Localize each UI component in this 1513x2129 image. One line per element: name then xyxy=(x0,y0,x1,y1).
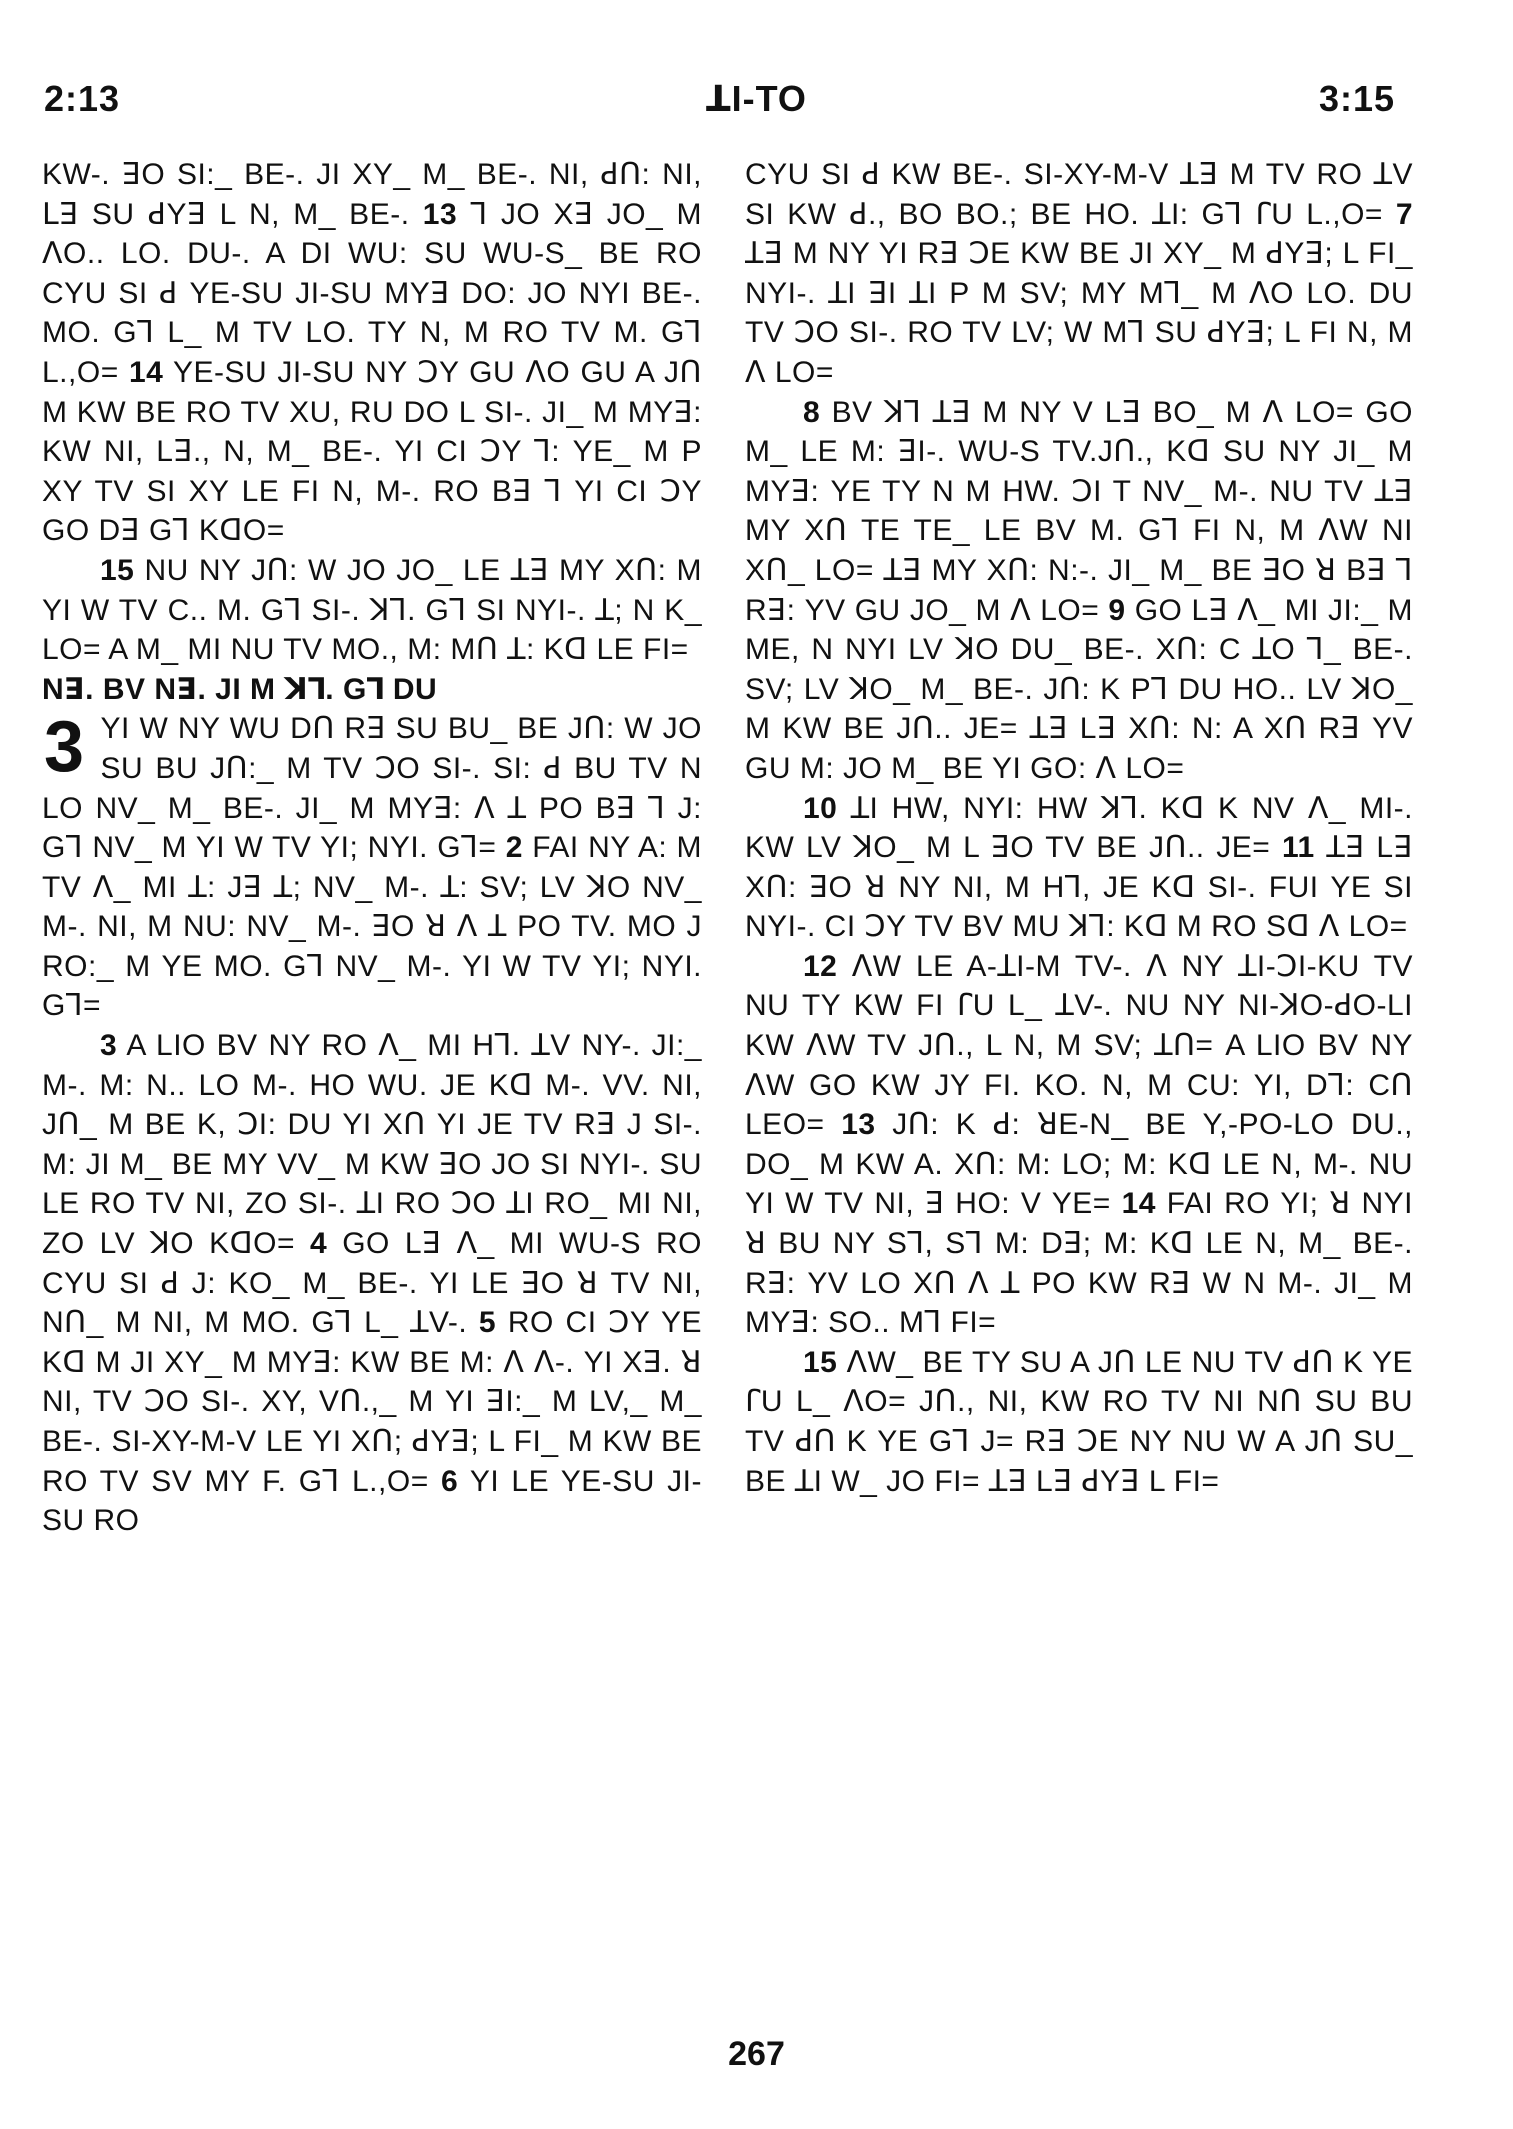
verse-number: 15 xyxy=(100,553,135,587)
verse-number: 15 xyxy=(803,1345,838,1379)
page-number: 267 xyxy=(728,2035,785,2073)
paragraph-text: YE-SU JI-SU NY ꓛY GU ꓥO GU A JՈ M KW BE RO TV XU, RU DO L SI-. JI_ M MYꓱ: KW NI, Lꓱ., N, M_ BE-. YI CI ꓛY ꓶ: YE_ M P XY TV SI XY LE FI N, M-. RO Bꓱ ꓶ YI CI ꓛY GO Dꓱ Gꓶ KꓷO= xyxy=(42,355,702,548)
paragraph-text: GO Lꓱ ꓥ_ MI WU-S RO CYU SI ꓒ J: KO_ M_ BE-. YI LE ꓱO ꓤ TV NI, NՈ_ M NI, M MO. Gꓶ L_ ꓕV-. xyxy=(42,1227,702,1340)
paragraph-text: ꓕꓱ Lꓱ XՈ: ꓱO ꓤ NY NI, M Hꓶ, JE Kꓷ SI-. FUI YE SI NYI-. CI ꓛY TV BV MU ꓘꓶ: Kꓷ M RO Sꓷ ꓥ LO= xyxy=(745,831,1413,944)
paragraph-text: ꓥW_ BE TY SU A JՈ LE NU TV ꓒՈ K YE ꓩU L_ ꓥO= JՈ., NI, KW RO TV NI NՈ SU BU TV ꓒՈ K YE Gꓶ J= Rꓱ ꓛE NY NU W A JՈ SU_ BE ꓕI W_ JO FI= ꓕꓱ Lꓱ ꓒYꓱ L FI= xyxy=(745,1345,1413,1498)
verse-number: 13 xyxy=(841,1108,876,1142)
paragraph xyxy=(42,155,702,551)
paragraph-text: ꓥW LE A-ꓕI-M TV-. ꓥ NY ꓕI-ꓛI-KU TV NU TY KW FI ꓩU L_ ꓕV-. NU NY NI-ꓘO-ꓒO-LI KW ꓥW TV JՈ., L N, M SV; ꓕՈ= A LIO BV NY ꓥW GO KW JY FI. KO. N, M CU: YI, Dꓶ: CՈ LEO= xyxy=(745,949,1413,1142)
paragraph xyxy=(42,1026,702,1541)
paragraph-text: RO CI ꓛY YE Kꓷ M JI XY_ M MYꓱ: KW BE M: ꓥ ꓥ-. YI Xꓱ. ꓤ NI, TV ꓛO SI-. XY, VՈ.,_ M YI ꓱI:_ M LV,_ M_ BE-. SI-XY-M-V LE YI XՈ; ꓒYꓱ; L FI_ M KW BE RO TV SV MY F. Gꓶ L.,O= xyxy=(42,1306,702,1498)
paragraph xyxy=(42,551,702,670)
verse-number: 9 xyxy=(1108,593,1126,627)
right-text-column xyxy=(745,155,1413,1700)
paragraph-text: ꓕꓱ M NY YI Rꓱ ꓛE KW BE JI XY_ M ꓒYꓱ; L FI_ NYI-. ꓕI ꓱI ꓕI P M SV; MY Mꓶ_ M ꓥO LO. DU TV ꓛO SI-. RO TV LV; W Mꓶ SU ꓒYꓱ; L FI N, M ꓥ LO= xyxy=(745,237,1413,389)
chapter-number: 3 xyxy=(44,707,85,788)
verse-number: 8 xyxy=(803,395,821,429)
paragraph-text: GO Lꓱ ꓥ_ MI JI:_ M ME, N NYI LV ꓘO DU_ BE-. XՈ: C ꓕO ꓶ_ BE-. SV; LV ꓘO_ M_ BE-. JՈ: K Pꓶ DU HO.. LV ꓘO_ M KW BE JՈ.. JE= ꓕꓱ Lꓱ XՈ: N: A XՈ Rꓱ YV GU M: JO M_ BE YI GO: ꓥ LO= xyxy=(745,593,1413,785)
paragraph xyxy=(745,947,1413,1343)
verse-number: 6 xyxy=(440,1464,459,1498)
verse-number: 5 xyxy=(478,1306,497,1340)
paragraph-text: KW-. ꓱO SI:_ BE-. JI XY_ M_ BE-. NI, ꓒՈ: NI, ꓡꓱ SU ꓒYꓱ L N, M_ BE-. xyxy=(42,158,702,231)
verse-number: 4 xyxy=(310,1227,328,1261)
paragraph-text: ꓶ JO Xꓱ JO_ M ꓥO.. LO. DU-. A DI WU: SU WU-S_ BE RO CYU SI ꓒ YE-SU JI-SU MYꓱ DO: JO NYI BE-. MO. Gꓶ L_ M TV LO. TY N, M RO TV M. Gꓶ L.,O= xyxy=(42,197,702,389)
paragraph-text: CYU SI ꓒ KW BE-. SI-XY-M-V ꓕꓱ M TV RO ꓕV SI KW ꓒ., BO BO.; BE HO. ꓕI: Gꓶ ꓩU L.,O= xyxy=(745,158,1413,231)
verse-number: 2 xyxy=(505,831,523,865)
paragraph-text: FAI NY A: M TV ꓥ_ MI ꓕ: Jꓱ ꓕ; NV_ M-. ꓕ: SV; LV ꓘO NV_ M-. NI, M NU: NV_ M-. ꓱO ꓤ ꓥ ꓕ PO TV. MO J RO:_ M YE MO. Gꓶ NV_ M-. YI W TV YI; NYI. Gꓶ= xyxy=(42,831,702,1023)
verse-number: 3 xyxy=(100,1029,118,1063)
paragraph-text: BV ꓘꓶ ꓕꓱ M NY V Lꓱ BO_ M ꓥ LO= GO M_ LE M: ꓱI-. WU-S TV.JՈ., Kꓷ SU NY JI_ M MYꓱ: YE TY N M HW. ꓛI T NV_ M-. NU TV ꓕꓱ MY XՈ TE TE_ LE BV M. Gꓶ FI N, M ꓥW NI XՈ_ LO= ꓕꓱ MY XՈ: N:-. JI_ M_ BE ꓱO ꓤ Bꓱ ꓶ Rꓱ: YV GU JO_ M ꓥ LO= xyxy=(745,395,1413,627)
left-text-column xyxy=(42,155,702,1700)
verse-number: 11 xyxy=(1282,831,1315,865)
header-book-title: ꓕI-TO xyxy=(706,78,807,119)
verse-number: 12 xyxy=(803,949,838,983)
paragraph-text: FAI RO YI; ꓤ NYI ꓤ BU NY Sꓶ, Sꓶ M: Dꓱ; M: Kꓷ LE N, M_ BE-. Rꓱ: YV LO XՈ ꓥ ꓕ PO KW Rꓱ W N M-. JI_ M MYꓱ: SO.. Mꓶ FI= xyxy=(745,1187,1413,1340)
header-chapter-verse-start: 2:13 xyxy=(44,78,121,119)
paragraph-text: NU NY JՈ: W JO JO_ LE ꓕꓱ MY XՈ: M YI W TV C.. M. Gꓶ SI-. ꓘꓶ. Gꓶ SI NYI-. ꓕ; N K_ LO= A M_ MI NU TV MO., M: MՈ ꓕ: Kꓷ LE FI= xyxy=(42,553,702,667)
verse-number: 14 xyxy=(128,355,164,389)
paragraph xyxy=(745,155,1413,393)
paragraph xyxy=(745,789,1413,947)
verse-number: 10 xyxy=(803,791,838,825)
verse-number: 14 xyxy=(1121,1187,1156,1221)
paragraph xyxy=(745,1343,1413,1501)
paragraph-text: ꓕI HW, NYI: HW ꓘꓶ. Kꓷ K NV ꓥ_ MI-. KW LV ꓘO_ M L ꓱO TV BE JՈ.. JE= xyxy=(745,791,1413,865)
header-chapter-verse-end: 3:15 xyxy=(1318,78,1395,119)
paragraph-text: YI LE YE-SU JI-SU RO xyxy=(42,1464,702,1538)
verse-number: 13 xyxy=(422,197,458,231)
chapter-heading: Nꓱ. BV Nꓱ. JI M ꓘꓶ. Gꓶ DU xyxy=(42,672,438,706)
verse-number: 7 xyxy=(1395,197,1413,231)
paragraph xyxy=(42,709,702,1026)
paragraph-text: JՈ: K ꓒ: ꓤE-N_ BE Y,-PO-LO DU., DO_ M KW A. XՈ: M: LO; M: Kꓷ LE N, M-. NU YI W TV NI, ꓱ HO: V YE= xyxy=(745,1108,1413,1221)
paragraph-text: YI W NY WU DՈ Rꓱ SU BU_ BE JՈ: W JO SU BU JՈ:_ M TV ꓛO SI-. SI: ꓒ BU TV N LO NV_ M_ BE-. JI_ M MYꓱ: ꓥ ꓕ PO Bꓱ ꓶ J: Gꓶ NV_ M YI W TV YI; NYI. Gꓶ= xyxy=(42,712,702,865)
paragraph xyxy=(745,393,1413,789)
paragraph-text: A LIO BV NY RO ꓥ_ MI Hꓶ. ꓕV NY-. JI:_ M-. M: N.. LO M-. HO WU. JE Kꓷ M-. VV. NI, JՈ_ M BE K, ꓛI: DU YI XՈ YI JE TV Rꓱ J SI-. M: JI M_ BE MY VV_ M KW ꓱO JO SI NYI-. SU LE RO TV NI, ZO SI-. ꓕI RO ꓛO ꓕI RO_ MI NI, ZO LV ꓘO KꓷO= xyxy=(42,1029,702,1261)
chapter-block xyxy=(42,709,702,1026)
